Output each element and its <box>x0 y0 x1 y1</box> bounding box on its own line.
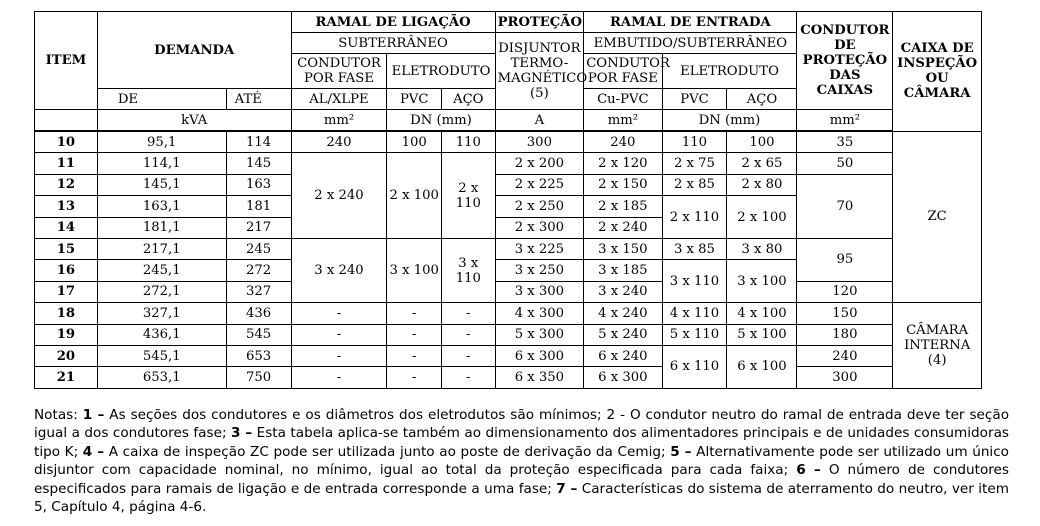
cell-entrada-condutor: 5 x 240 <box>584 324 662 345</box>
header-unit-kva: kVA <box>97 110 291 132</box>
cell-ligacao-aco: 3 x 110 <box>442 238 496 302</box>
cell-ligacao-aco: 2 x 110 <box>442 153 496 239</box>
cell-de: 327,1 <box>97 303 226 324</box>
cell-de: 272,1 <box>97 281 226 302</box>
cell-protecao: 50 <box>797 153 893 174</box>
cell-de: 545,1 <box>97 345 226 366</box>
cell-ligacao-pvc: 3 x 100 <box>387 238 442 302</box>
cell-ate: 217 <box>226 217 291 238</box>
note-7-number: 7 – <box>556 480 578 497</box>
header-unit-a: A <box>495 110 584 132</box>
cell-de: 145,1 <box>97 174 226 195</box>
cell-protecao: 95 <box>797 238 893 281</box>
table-row <box>35 238 982 259</box>
header-item: ITEM <box>35 12 98 110</box>
note-1-number: 1 – <box>82 407 105 423</box>
header-ate: ATÉ <box>226 89 291 110</box>
header-condutor-fase-entrada: CONDUTOR POR FASE <box>584 54 662 89</box>
cell-disjuntor: 300 <box>495 131 584 153</box>
cell-entrada-pvc: 3 x 85 <box>662 238 727 259</box>
header-condutor-protecao: CONDUTOR DE PROTEÇÃO DAS CAIXAS <box>797 12 893 110</box>
header-eletroduto-entrada: ELETRODUTO <box>662 54 797 89</box>
header-pvc-ligacao: PVC <box>387 89 442 110</box>
cell-protecao: 35 <box>797 131 893 153</box>
cell-item: 15 <box>35 238 98 259</box>
cell-entrada-condutor: 2 x 185 <box>584 196 662 217</box>
cell-de: 163,1 <box>97 196 226 217</box>
cell-protecao: 70 <box>797 174 893 238</box>
note-5-number: 5 – <box>670 443 692 460</box>
cell-ligacao-pvc: - <box>387 345 442 366</box>
note-4-text: A caixa de inspeção ZC pode ser utilizada junto ao poste de derivação da Cemig; <box>108 443 666 460</box>
cell-de: 114,1 <box>97 153 226 174</box>
note-6-number: 6 – <box>796 462 821 479</box>
header-subterraneo: SUBTERRÂNEO <box>291 33 495 54</box>
note-3-text: Esta tabela aplica-se também ao dimensionamento dos alimentadores principais e de unidades consumidoras tipo K; <box>34 425 1009 460</box>
note-2-number: 2 - <box>606 407 625 423</box>
header-eletroduto-ligacao: ELETRODUTO <box>387 54 495 89</box>
cell-entrada-condutor: 3 x 185 <box>584 260 662 281</box>
cell-entrada-pvc: 6 x 110 <box>662 345 727 388</box>
table-row <box>35 324 982 345</box>
table-row <box>35 174 982 195</box>
note-3-number: 3 – <box>231 425 253 442</box>
table-container <box>34 11 982 389</box>
header-unit-dn-entrada: DN (mm) <box>662 110 797 132</box>
cell-de: 217,1 <box>97 238 226 259</box>
table-row <box>35 281 982 302</box>
cell-entrada-condutor: 6 x 300 <box>584 367 662 388</box>
notes-paragraph <box>34 406 1009 516</box>
cell-ate: 245 <box>226 238 291 259</box>
cell-entrada-pvc: 110 <box>662 131 727 153</box>
cell-entrada-condutor: 2 x 120 <box>584 153 662 174</box>
cell-disjuntor: 6 x 300 <box>495 345 584 366</box>
cell-item: 21 <box>35 367 98 388</box>
cell-de: 181,1 <box>97 217 226 238</box>
cell-entrada-condutor: 2 x 150 <box>584 174 662 195</box>
cell-entrada-pvc: 3 x 110 <box>662 260 727 303</box>
cell-de: 245,1 <box>97 260 226 281</box>
cell-de: 436,1 <box>97 324 226 345</box>
cell-protecao: 240 <box>797 345 893 366</box>
cell-disjuntor: 5 x 300 <box>495 324 584 345</box>
cell-caixa-camara: CÂMARA INTERNA (4) <box>893 303 982 389</box>
header-ramal-ligacao: RAMAL DE LIGAÇÃO <box>291 12 495 33</box>
cell-entrada-aco: 3 x 100 <box>727 260 797 303</box>
cell-ligacao-pvc: 2 x 100 <box>387 153 442 239</box>
table-row <box>35 131 982 153</box>
header-disjuntor: DISJUNTOR TERMO-MAGNÉTICO (5) <box>495 33 584 110</box>
cell-item: 18 <box>35 303 98 324</box>
cell-entrada-aco: 5 x 100 <box>727 324 797 345</box>
table-row <box>35 153 982 174</box>
note-6-text: O número de condutores especificados para ramais de ligação e de entrada corresponde a uma fase; <box>34 462 1009 497</box>
cell-entrada-aco: 3 x 80 <box>727 238 797 259</box>
cell-item: 20 <box>35 345 98 366</box>
cell-ligacao-condutor: - <box>291 367 387 388</box>
cell-item: 11 <box>35 153 98 174</box>
header-unit-mm2-ligacao: mm² <box>291 110 387 132</box>
cell-entrada-aco: 4 x 100 <box>727 303 797 324</box>
cell-entrada-pvc: 2 x 110 <box>662 196 727 239</box>
cell-entrada-aco: 100 <box>727 131 797 153</box>
note-1-text: As seções dos condutores e os diâmetros dos eletrodutos são mínimos; <box>109 407 602 423</box>
header-aco-entrada: AÇO <box>727 89 797 110</box>
cell-ligacao-aco: - <box>442 345 496 366</box>
cell-protecao: 300 <box>797 367 893 388</box>
note-4-number: 4 – <box>82 443 105 460</box>
cell-ate: 114 <box>226 131 291 153</box>
table-row <box>35 345 982 366</box>
cell-ate: 327 <box>226 281 291 302</box>
note-5-text: Alternativamente pode ser utilizado um único disjuntor com capacidade nominal, no mínimo, igual ao total da proteção especificada para cada faixa; <box>34 443 1010 479</box>
cell-entrada-aco: 2 x 65 <box>727 153 797 174</box>
cell-ate: 750 <box>226 367 291 388</box>
cell-entrada-condutor: 240 <box>584 131 662 153</box>
cell-protecao: 180 <box>797 324 893 345</box>
cell-ligacao-condutor: 240 <box>291 131 387 153</box>
header-unit-mm2-protecao: mm² <box>797 110 893 132</box>
cell-entrada-aco: 2 x 100 <box>727 196 797 239</box>
cell-ate: 181 <box>226 196 291 217</box>
cell-disjuntor: 3 x 250 <box>495 260 584 281</box>
cell-de: 95,1 <box>97 131 226 153</box>
cell-ate: 545 <box>226 324 291 345</box>
cell-entrada-pvc: 4 x 110 <box>662 303 727 324</box>
cell-entrada-condutor: 4 x 240 <box>584 303 662 324</box>
cell-entrada-aco: 6 x 100 <box>727 345 797 388</box>
cell-item: 19 <box>35 324 98 345</box>
note-7-text: Características do sistema de aterramento do neutro, ver item 5, Capítulo 4, página 4-6. <box>34 480 1009 516</box>
cell-ligacao-condutor: - <box>291 303 387 324</box>
header-caixa-inspecao: CAIXA DE INSPEÇÃO OU CÂMARA <box>893 12 982 132</box>
header-embutido: EMBUTIDO/SUBTERRÂNEO <box>584 33 797 54</box>
cell-protecao: 120 <box>797 281 893 302</box>
header-demanda: DEMANDA <box>97 12 291 89</box>
cell-disjuntor: 3 x 300 <box>495 281 584 302</box>
cell-ligacao-pvc: - <box>387 303 442 324</box>
cell-entrada-aco: 2 x 80 <box>727 174 797 195</box>
cell-ligacao-condutor: 2 x 240 <box>291 153 387 239</box>
header-pvc-entrada: PVC <box>662 89 727 110</box>
header-unit-mm2-entrada: mm² <box>584 110 662 132</box>
header-condutor-fase-ligacao: CONDUTOR POR FASE <box>291 54 387 89</box>
cell-ate: 145 <box>226 153 291 174</box>
cell-disjuntor: 2 x 200 <box>495 153 584 174</box>
cell-ligacao-pvc: - <box>387 367 442 388</box>
header-de: DE <box>97 89 226 110</box>
cell-ligacao-aco: - <box>442 303 496 324</box>
cell-item: 17 <box>35 281 98 302</box>
cell-disjuntor: 6 x 350 <box>495 367 584 388</box>
cell-disjuntor: 2 x 300 <box>495 217 584 238</box>
cell-item: 10 <box>35 131 98 153</box>
cell-entrada-pvc: 2 x 75 <box>662 153 727 174</box>
note-2-text: O condutor neutro do ramal de entrada deve ter seção igual a dos condutores fase; <box>34 407 1010 442</box>
cell-item: 16 <box>35 260 98 281</box>
cell-ate: 272 <box>226 260 291 281</box>
cell-protecao: 150 <box>797 303 893 324</box>
cell-entrada-pvc: 5 x 110 <box>662 324 727 345</box>
cell-item: 14 <box>35 217 98 238</box>
cell-ligacao-pvc: - <box>387 324 442 345</box>
table-row <box>35 303 982 324</box>
cell-ligacao-aco: 110 <box>442 131 496 153</box>
cell-ligacao-aco: - <box>442 367 496 388</box>
cell-disjuntor: 3 x 225 <box>495 238 584 259</box>
cell-entrada-condutor: 2 x 240 <box>584 217 662 238</box>
header-al-xlpe: AL/XLPE <box>291 89 387 110</box>
cell-ligacao-pvc: 100 <box>387 131 442 153</box>
header-item-blank <box>35 110 98 132</box>
cell-ligacao-condutor: 3 x 240 <box>291 238 387 302</box>
header-cu-pvc: Cu-PVC <box>584 89 662 110</box>
cell-disjuntor: 2 x 250 <box>495 196 584 217</box>
cell-ligacao-condutor: - <box>291 324 387 345</box>
cell-caixa-zc: ZC <box>893 131 982 303</box>
cell-entrada-pvc: 2 x 85 <box>662 174 727 195</box>
cell-ate: 436 <box>226 303 291 324</box>
cell-ligacao-condutor: - <box>291 345 387 366</box>
cell-entrada-condutor: 3 x 240 <box>584 281 662 302</box>
sizing-table <box>34 11 982 389</box>
cell-ligacao-aco: - <box>442 324 496 345</box>
notes-label: Notas: <box>34 407 78 423</box>
cell-entrada-condutor: 6 x 240 <box>584 345 662 366</box>
cell-ate: 653 <box>226 345 291 366</box>
header-unit-dn-ligacao: DN (mm) <box>387 110 495 132</box>
cell-ate: 163 <box>226 174 291 195</box>
cell-de: 653,1 <box>97 367 226 388</box>
cell-item: 12 <box>35 174 98 195</box>
cell-disjuntor: 4 x 300 <box>495 303 584 324</box>
header-ramal-entrada: RAMAL DE ENTRADA <box>584 12 797 33</box>
cell-disjuntor: 2 x 225 <box>495 174 584 195</box>
header-aco-ligacao: AÇO <box>442 89 496 110</box>
table-row <box>35 367 982 388</box>
header-protecao: PROTEÇÃO <box>495 12 584 33</box>
cell-item: 13 <box>35 196 98 217</box>
cell-entrada-condutor: 3 x 150 <box>584 238 662 259</box>
